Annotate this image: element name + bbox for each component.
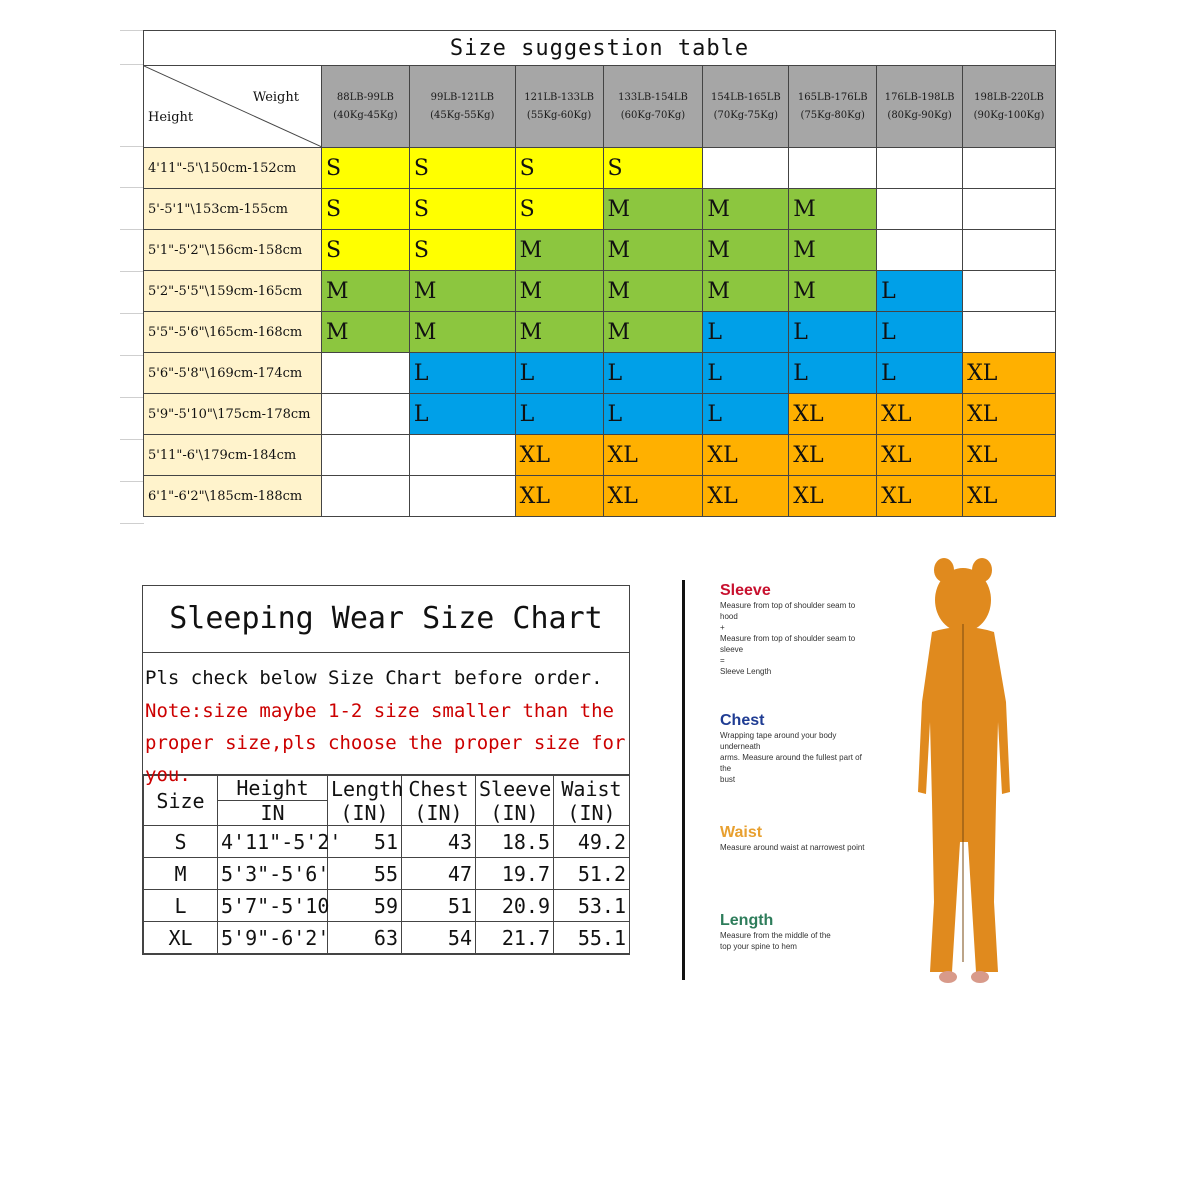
size-cell: M <box>321 312 409 353</box>
size-cell: XL <box>877 435 963 476</box>
header-length-label: Length <box>331 776 404 801</box>
guide-description: top your spine to hem <box>720 942 797 951</box>
note-warning: Note:size maybe 1-2 size smaller than the proper size,pls choose the proper size for you. <box>145 700 626 786</box>
size-cell: M <box>703 271 789 312</box>
header-chest-unit: (IN) <box>414 800 463 825</box>
cell-height: 5'7"-5'10 <box>218 890 328 922</box>
size-cell: M <box>789 189 877 230</box>
size-cell: S <box>321 189 409 230</box>
cell-chest: 47 <box>402 858 476 890</box>
guide-description: Measure from top of shoulder seam to sleeve <box>720 634 856 654</box>
size-cell: M <box>409 312 515 353</box>
guide-description: Sleeve Length <box>720 667 772 676</box>
header-sleeve <box>476 776 554 826</box>
size-cell: XL <box>877 394 963 435</box>
weight-lb-label: 133LB-154LB <box>618 91 688 103</box>
size-cell <box>963 271 1056 312</box>
weight-kg-label: (90Kg-100Kg) <box>973 109 1045 121</box>
size-cell: XL <box>703 476 789 517</box>
height-range-label: 6'1"-6'2"\185cm-188cm <box>144 476 322 517</box>
weight-column-header <box>963 66 1056 148</box>
weight-lb-label: 176LB-198LB <box>884 91 955 103</box>
size-cell: M <box>703 189 789 230</box>
suggestion-grid <box>143 30 1056 517</box>
weight-lb-label: 121LB-133LB <box>524 91 594 103</box>
height-range-label: 5'5"-5'6"\165cm-168cm <box>144 312 322 353</box>
size-cell: L <box>515 353 603 394</box>
size-cell <box>703 148 789 189</box>
height-range-label: 5'6"-5'8"\169cm-174cm <box>144 353 322 394</box>
size-cell: M <box>603 230 703 271</box>
guide-description: bust <box>720 775 736 784</box>
cell-sleeve: 20.9 <box>476 890 554 922</box>
guide-title: Chest <box>720 712 765 729</box>
measurement-table <box>143 775 630 954</box>
left-foot <box>939 971 957 983</box>
note-check: Pls check below Size Chart before order. <box>145 667 603 689</box>
cell-size: XL <box>144 922 218 954</box>
size-cell: L <box>789 312 877 353</box>
size-cell: S <box>409 189 515 230</box>
weight-lb-label: 88LB-99LB <box>336 91 394 103</box>
guide-description: Measure from the middle of the <box>720 931 831 940</box>
weight-axis-label: Weight <box>252 90 299 105</box>
table-row <box>144 890 630 922</box>
weight-column-header <box>409 66 515 148</box>
height-range-label: 5'-5'1"\153cm-155cm <box>144 189 322 230</box>
cell-sleeve: 19.7 <box>476 858 554 890</box>
cell-height: 5'3"-5'6' <box>218 858 328 890</box>
size-cell: M <box>603 312 703 353</box>
header-chest-label: Chest <box>408 776 469 801</box>
cell-size: S <box>144 826 218 858</box>
header-sleeve-label: Sleeve <box>479 776 552 801</box>
size-cell: L <box>877 312 963 353</box>
table-title: Size suggestion table <box>144 31 1056 66</box>
header-length <box>328 776 402 826</box>
height-range-label: 5'9"-5'10"\175cm-178cm <box>144 394 322 435</box>
cell-waist: 55.1 <box>554 922 630 954</box>
height-axis-label: Height <box>148 110 194 125</box>
size-cell: XL <box>877 476 963 517</box>
guide-title: Sleeve <box>720 582 771 599</box>
size-cell: XL <box>963 394 1056 435</box>
size-cell <box>321 476 409 517</box>
size-cell: XL <box>515 476 603 517</box>
size-cell: S <box>603 148 703 189</box>
table-row <box>144 922 630 954</box>
size-cell: M <box>789 271 877 312</box>
suggestion-row <box>144 435 1056 476</box>
size-cell <box>877 230 963 271</box>
height-range-label: 5'11"-6'\179cm-184cm <box>144 435 322 476</box>
size-cell: L <box>703 394 789 435</box>
size-cell: XL <box>789 394 877 435</box>
header-waist-label: Waist <box>561 776 622 801</box>
header-length-unit: (IN) <box>340 800 389 825</box>
weight-kg-label: (70Kg-75Kg) <box>713 109 779 121</box>
size-cell <box>877 189 963 230</box>
chart-title: Sleeping Wear Size Chart <box>143 586 629 653</box>
corner-header <box>144 66 322 148</box>
size-cell: L <box>877 353 963 394</box>
weight-kg-label: (80Kg-90Kg) <box>887 109 952 121</box>
weight-column-header <box>603 66 703 148</box>
size-cell: L <box>703 353 789 394</box>
corner-diagonal <box>144 66 322 147</box>
size-cell: XL <box>789 435 877 476</box>
size-cell: XL <box>963 435 1056 476</box>
header-size: Size <box>144 776 218 826</box>
weight-column-header <box>703 66 789 148</box>
cell-waist: 51.2 <box>554 858 630 890</box>
height-range-label: 5'2"-5'5"\159cm-165cm <box>144 271 322 312</box>
table-row <box>144 858 630 890</box>
suggestion-row <box>144 476 1056 517</box>
size-cell: L <box>409 394 515 435</box>
size-cell <box>409 435 515 476</box>
guide-description: = <box>720 656 725 665</box>
header-chest <box>402 776 476 826</box>
size-cell: L <box>789 353 877 394</box>
size-cell: M <box>515 312 603 353</box>
suggestion-row <box>144 271 1056 312</box>
suggestion-row <box>144 394 1056 435</box>
size-cell: L <box>877 271 963 312</box>
size-cell: S <box>409 230 515 271</box>
header-height: Height <box>218 776 328 801</box>
size-cell <box>409 476 515 517</box>
header-height-unit: IN <box>218 801 328 826</box>
size-cell <box>789 148 877 189</box>
weight-kg-label: (45Kg-55Kg) <box>430 109 495 121</box>
size-cell <box>321 353 409 394</box>
guide-description: Wrapping tape around your body underneath <box>720 731 837 751</box>
table-row <box>144 826 630 858</box>
weight-kg-label: (55Kg-60Kg) <box>526 109 592 121</box>
size-cell <box>963 230 1056 271</box>
onesie-figure-illustration <box>902 552 1022 992</box>
size-cell: M <box>515 230 603 271</box>
size-cell: S <box>409 148 515 189</box>
guide-divider <box>682 580 685 980</box>
cell-length: 55 <box>328 858 402 890</box>
cell-height: 4'11"-5'2' <box>218 826 328 858</box>
guide-description: Measure around waist at narrowest point <box>720 843 865 852</box>
weight-kg-label: (60Kg-70Kg) <box>620 109 686 121</box>
suggestion-row <box>144 312 1056 353</box>
size-cell: XL <box>789 476 877 517</box>
cell-size: M <box>144 858 218 890</box>
size-cell <box>963 312 1056 353</box>
size-cell: XL <box>963 476 1056 517</box>
header-waist-unit: (IN) <box>567 800 616 825</box>
size-cell: M <box>515 271 603 312</box>
suggestion-row <box>144 189 1056 230</box>
size-cell: M <box>409 271 515 312</box>
cell-sleeve: 18.5 <box>476 826 554 858</box>
size-cell <box>321 435 409 476</box>
guide-title: Length <box>720 912 774 929</box>
size-cell: M <box>703 230 789 271</box>
guide-description: Measure from top of shoulder seam to hood <box>720 601 856 621</box>
header-waist <box>554 776 630 826</box>
weight-column-header <box>515 66 603 148</box>
size-cell: M <box>603 189 703 230</box>
size-cell: M <box>789 230 877 271</box>
size-cell: L <box>603 353 703 394</box>
cell-height: 5'9"-6'2' <box>218 922 328 954</box>
right-foot <box>971 971 989 983</box>
cell-length: 59 <box>328 890 402 922</box>
cell-chest: 51 <box>402 890 476 922</box>
size-cell: XL <box>963 353 1056 394</box>
weight-lb-label: 154LB-165LB <box>710 91 781 103</box>
cell-length: 51 <box>328 826 402 858</box>
suggestion-row <box>144 353 1056 394</box>
size-cell: S <box>515 189 603 230</box>
size-cell: XL <box>603 476 703 517</box>
cell-waist: 49.2 <box>554 826 630 858</box>
measurement-rows <box>144 826 630 954</box>
guide-description: + <box>720 623 725 632</box>
weight-column-header <box>877 66 963 148</box>
size-cell: S <box>515 148 603 189</box>
left-gridlines <box>120 30 144 525</box>
measurement-guide <box>682 576 1022 986</box>
cell-waist: 53.1 <box>554 890 630 922</box>
size-cell <box>963 189 1056 230</box>
cell-length: 63 <box>328 922 402 954</box>
weight-column-header <box>321 66 409 148</box>
size-cell: L <box>409 353 515 394</box>
height-range-label: 4'11"-5'\150cm-152cm <box>144 148 322 189</box>
size-cell <box>321 394 409 435</box>
size-cell <box>963 148 1056 189</box>
suggestion-row <box>144 230 1056 271</box>
cell-chest: 43 <box>402 826 476 858</box>
header-sleeve-unit: (IN) <box>490 800 539 825</box>
size-cell: L <box>603 394 703 435</box>
size-cell: L <box>515 394 603 435</box>
size-cell: S <box>321 148 409 189</box>
cell-sleeve: 21.7 <box>476 922 554 954</box>
size-cell: XL <box>515 435 603 476</box>
size-cell: M <box>321 271 409 312</box>
sleeping-wear-size-chart <box>142 585 630 955</box>
height-range-label: 5'1"-5'2"\156cm-158cm <box>144 230 322 271</box>
weight-lb-label: 198LB-220LB <box>974 91 1044 103</box>
size-cell <box>877 148 963 189</box>
size-cell: M <box>603 271 703 312</box>
weight-column-header <box>789 66 877 148</box>
weight-kg-label: (40Kg-45Kg) <box>333 109 398 121</box>
guide-title: Waist <box>720 824 763 841</box>
weight-kg-label: (75Kg-80Kg) <box>800 109 865 121</box>
size-cell: XL <box>603 435 703 476</box>
size-cell: XL <box>703 435 789 476</box>
size-cell: S <box>321 230 409 271</box>
guide-description: arms. Measure around the fullest part of the <box>720 753 862 773</box>
weight-lb-label: 165LB-176LB <box>797 91 868 103</box>
cell-size: L <box>144 890 218 922</box>
cell-chest: 54 <box>402 922 476 954</box>
suggestion-row <box>144 148 1056 189</box>
size-cell: L <box>703 312 789 353</box>
weight-lb-label: 99LB-121LB <box>430 91 494 103</box>
chart-notes <box>143 653 629 786</box>
